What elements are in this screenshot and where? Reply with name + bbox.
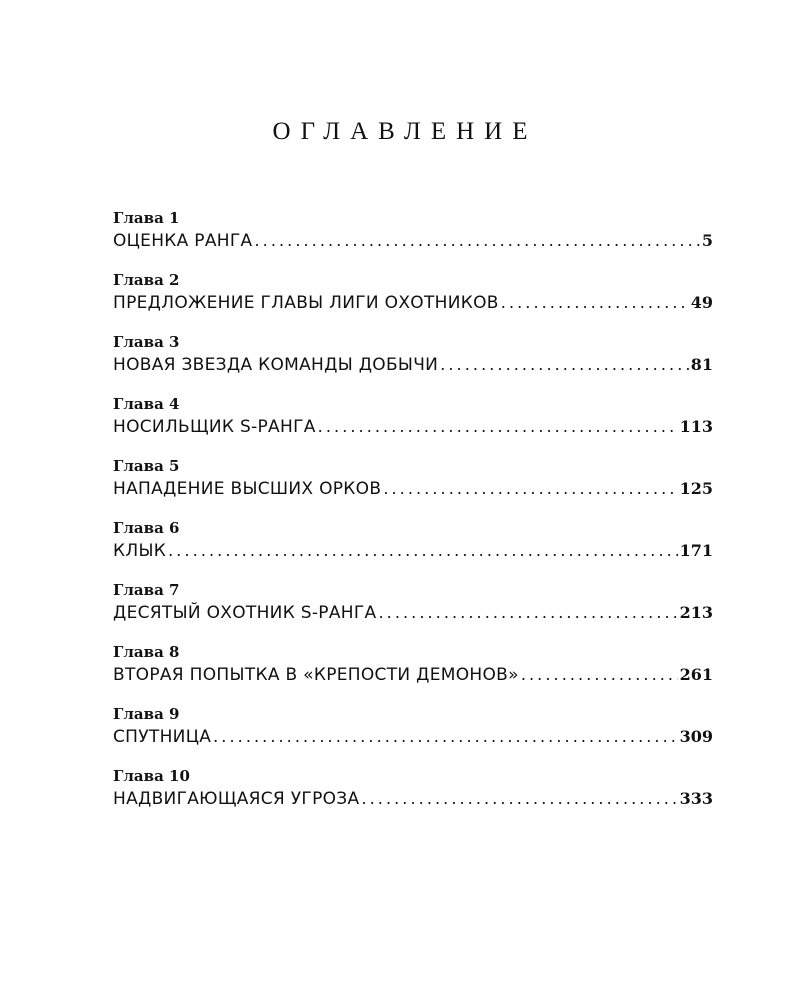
toc-entry-10 bbox=[113, 766, 713, 828]
chapter-title: НОСИЛЬЩИК S-РАНГА bbox=[113, 417, 316, 437]
chapter-title: СПУТНИЦА bbox=[113, 727, 212, 747]
page-number: 81 bbox=[690, 355, 713, 374]
toc-entry-7 bbox=[113, 580, 713, 642]
toc-entry-3 bbox=[113, 332, 713, 394]
toc-line bbox=[113, 290, 713, 316]
page-number: 49 bbox=[690, 293, 713, 312]
toc-line bbox=[113, 352, 713, 378]
chapter-label: Глава 9 bbox=[113, 705, 180, 723]
chapter-label: Глава 6 bbox=[113, 519, 180, 537]
toc-line bbox=[113, 662, 713, 688]
chapter-label: Глава 10 bbox=[113, 767, 190, 785]
toc-line bbox=[113, 228, 713, 254]
chapter-label: Глава 7 bbox=[113, 581, 180, 599]
page-number: 213 bbox=[679, 603, 713, 622]
dot-leader bbox=[378, 600, 677, 626]
dot-leader bbox=[521, 662, 678, 688]
chapter-title: КЛЫК bbox=[113, 541, 167, 561]
dot-leader bbox=[213, 724, 677, 750]
toc-title: ОГЛАВЛЕНИЕ bbox=[272, 118, 538, 145]
toc-list bbox=[113, 208, 713, 828]
dot-leader bbox=[501, 290, 689, 316]
chapter-title: ПРЕДЛОЖЕНИЕ ГЛАВЫ ЛИГИ ОХОТНИКОВ bbox=[113, 293, 499, 313]
page-number: 309 bbox=[679, 727, 713, 746]
chapter-title: НАПАДЕНИЕ ВЫСШИХ ОРКОВ bbox=[113, 479, 382, 499]
chapter-title: ОЦЕНКА РАНГА bbox=[113, 231, 253, 251]
chapter-label: Глава 8 bbox=[113, 643, 180, 661]
page-number: 171 bbox=[679, 541, 713, 560]
dot-leader bbox=[168, 538, 677, 564]
chapter-label: Глава 2 bbox=[113, 271, 180, 289]
toc-line bbox=[113, 414, 713, 440]
chapter-title: НОВАЯ ЗВЕЗДА КОМАНДЫ ДОБЫЧИ bbox=[113, 355, 439, 375]
toc-line bbox=[113, 724, 713, 750]
chapter-label: Глава 1 bbox=[113, 209, 180, 227]
page-number: 333 bbox=[679, 789, 713, 808]
page-number: 261 bbox=[679, 665, 713, 684]
toc-entry-2 bbox=[113, 270, 713, 332]
chapter-label: Глава 4 bbox=[113, 395, 180, 413]
dot-leader bbox=[318, 414, 678, 440]
toc-line bbox=[113, 600, 713, 626]
toc-entry-5 bbox=[113, 456, 713, 518]
toc-entry-9 bbox=[113, 704, 713, 766]
page-number: 125 bbox=[679, 479, 713, 498]
chapter-title: НАДВИГАЮЩАЯСЯ УГРОЗА bbox=[113, 789, 360, 809]
toc-line bbox=[113, 476, 713, 502]
chapter-title: ДЕСЯТЫЙ ОХОТНИК S-РАНГА bbox=[113, 603, 377, 623]
dot-leader bbox=[383, 476, 677, 502]
chapter-title: ВТОРАЯ ПОПЫТКА В «КРЕПОСТИ ДЕМОНОВ» bbox=[113, 665, 519, 685]
dot-leader bbox=[254, 228, 699, 254]
toc-line bbox=[113, 538, 713, 564]
toc-entry-1 bbox=[113, 208, 713, 270]
toc-entry-6 bbox=[113, 518, 713, 580]
toc-entry-8 bbox=[113, 642, 713, 704]
page-number: 5 bbox=[701, 231, 713, 250]
chapter-label: Глава 3 bbox=[113, 333, 180, 351]
page-number: 113 bbox=[679, 417, 713, 436]
toc-entry-4 bbox=[113, 394, 713, 456]
dot-leader bbox=[361, 786, 677, 812]
toc-line bbox=[113, 786, 713, 812]
dot-leader bbox=[440, 352, 689, 378]
chapter-label: Глава 5 bbox=[113, 457, 180, 475]
